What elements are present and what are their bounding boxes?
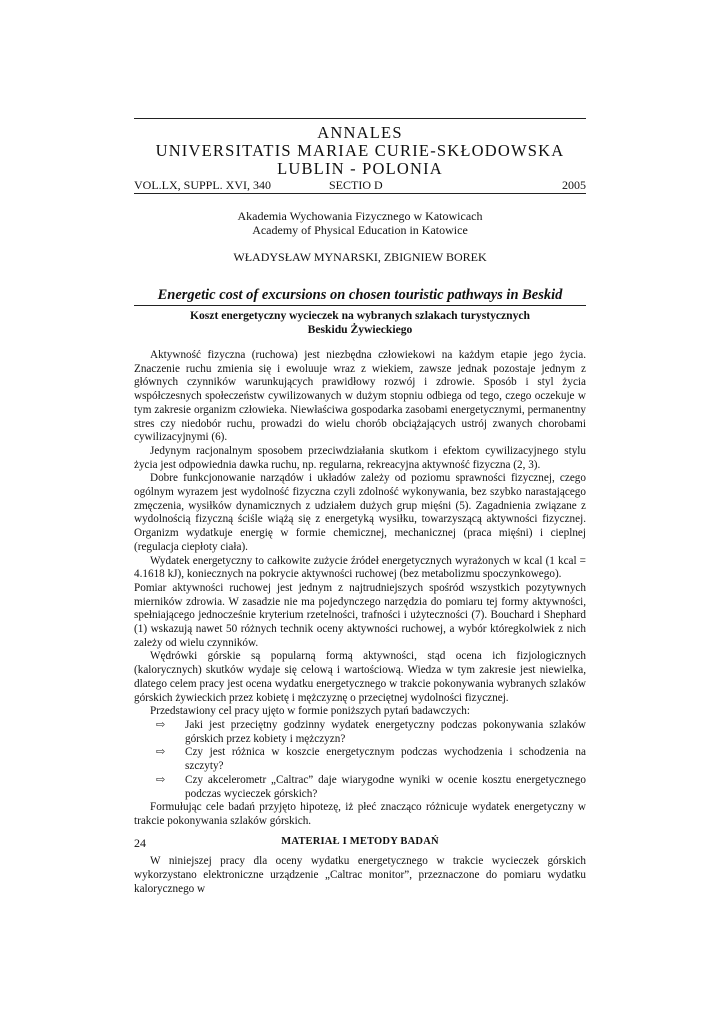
body-text (134, 349, 586, 896)
question-text: Czy akcelerometr „Caltrac” daje wiarygodne wyniki w ocenie kosztu energetycznego podczas wycieczek górskich? (185, 773, 586, 800)
arrow-bullet-icon: ⇨ (156, 718, 166, 731)
paragraph-5: Pomiar aktywności ruchowej jest jednym z najtrudniejszych spośród wszystkich pozytywnych mierników zdrowia. W zasadzie nie ma pojedynczego narzędzia do pomiaru tej formy aktywności, spełniającego jednocześnie kryterium rzetelności, trafności i użyteczności (7). Bouchard i Shephard (1) wskazują nawet 50 różnych technik oceny aktywności ruchowej, a wybór któregkolwiek z nich zależy od wielu czynników. (134, 581, 586, 649)
affiliation-polish: Akademia Wychowania Fizycznego w Katowicach (237, 209, 483, 223)
volume-info: VOL.LX, SUPPL. XVI, 340 (134, 178, 272, 192)
list-item (134, 719, 586, 746)
question-text: Czy jest różnica w koszcie energetycznym podczas wychodzenia i schodzenia na szczyty? (185, 746, 586, 773)
question-text: Jaki jest przeciętny godzinny wydatek energetyczny podczas pokonywania szlaków górskich przez kobiety i mężczyzn? (185, 718, 586, 745)
subtitle-line2: Beskidu Żywieckiego (307, 323, 413, 336)
list-item (134, 774, 586, 801)
paragraph-1: Aktywność fizyczna (ruchowa) jest niezbędna człowiekowi na każdym etapie jego życia. Znaczenie ruchu zmienia się i ewoluuje wraz z wiekiem, zawsze jednak pozostaje jednym z głównych czynników warunkujących prawidłowy rozwój i zdrowie. Sposób i styl życia współczesnych społeczeństw cywilizowanych w dużym stopniu odbiega od tego, czego oczekuje w tym zakresie organizm człowieka. Niewłaściwa gospodarka zasobami energetycznymi, permanentny stres czy niedobór ruchu, prowadzi do wielu chorób obciążających ustrój zwanych chorobami cywilizacyjnymi (6). (134, 349, 586, 444)
sectio-info: SECTIO D (329, 178, 383, 192)
page-number: 24 (134, 836, 146, 850)
paragraph-7: Przedstawiony cel pracy ujęto w formie poniższych pytań badawczych: (150, 705, 470, 718)
paragraph-8: Formułując cele badań przyjęto hipotezę, iż płeć znacząco różnicuje wydatek energetyczny w trakcie pokonywania szlaków górskich. (134, 801, 586, 827)
volume-row (134, 178, 586, 192)
subtitle-line1: Koszt energetyczny wycieczek na wybranych szlakach turystycznych (189, 309, 531, 322)
authors: WŁADYSŁAW MYNARSKI, ZBIGNIEW BOREK (233, 250, 487, 264)
journal-title-line3: LUBLIN - POLONIA (277, 159, 443, 178)
paragraph-2: Jedynym racjonalnym sposobem przeciwdziałania skutkom i efektom cywilizacyjnego stylu życia jest odpowiednia dawka ruchu, np. regularna, rekreacyjna aktywność fizyczna (2, 3). (134, 444, 586, 471)
list-item (134, 746, 586, 773)
journal-title-line1: ANNALES (317, 123, 403, 142)
paragraph-4: Wydatek energetyczny to całkowite zużycie źródeł energetycznych wyrażonych w kcal (1 kcal = 4.1618 kJ), koniecznych na pokrycie aktywności ruchowej (bez metabolizmu spoczynkowego). (134, 554, 586, 581)
paragraph-9: W niniejszej pracy dla oceny wydatku energetycznego w trakcie wycieczek górskich wykorzystano elektroniczne urządzenie „Caltrac monitor”, przeznaczone do pomiaru wydatku kalorycznego w (134, 855, 586, 895)
arrow-bullet-icon: ⇨ (156, 746, 166, 759)
title-rule (134, 305, 586, 306)
header-bottom-rule (134, 193, 586, 194)
year-info: 2005 (562, 178, 586, 192)
header-top-rule (134, 118, 586, 119)
paragraph-3: Dobre funkcjonowanie narządów i układów zależy od poziomu sprawności fizycznej, czego ogólnym wyrazem jest wydolność fizyczna czyli zdolność wykonywania, bez szybko narastającego zmęczenia, wysiłków dynamicznych z udziałem dużych grup mięśni (5). Zagadnienia związane z wydolnością fizyczną ściśle wiążą się z energetyką wysiłku, towarzyszącą aktywności fizycznej. Organizm wydatkuje energię w formie chemicznej, mechanicznej (praca mięśni) i cieplnej (regulacja ciepłoty ciała). (134, 472, 586, 553)
arrow-bullet-icon: ⇨ (156, 773, 166, 786)
paper-title: Energetic cost of excursions on chosen touristic pathways in Beskid (157, 287, 563, 303)
journal-title-line2: UNIVERSITATIS MARIAE CURIE-SKŁODOWSKA (155, 141, 565, 160)
paragraph-6: Wędrówki górskie są popularną formą aktywności, stąd ocena ich fizjologicznych (kalorycznych) skutków wydaje się celową i wartościową. Wiedza w tym zakresie jest niewielka, dlatego celem pracy jest ocena wydatku energetycznego w trakcie pokonywania wybranych szlaków górskich żywieckich przez kobietę i mężczyznę o przeciętnej wydolności fizycznej. (134, 650, 586, 704)
affiliation-english: Academy of Physical Education in Katowice (252, 223, 468, 237)
research-questions-list (134, 719, 586, 801)
section-heading: MATERIAŁ I METODY BADAŃ (281, 835, 439, 847)
